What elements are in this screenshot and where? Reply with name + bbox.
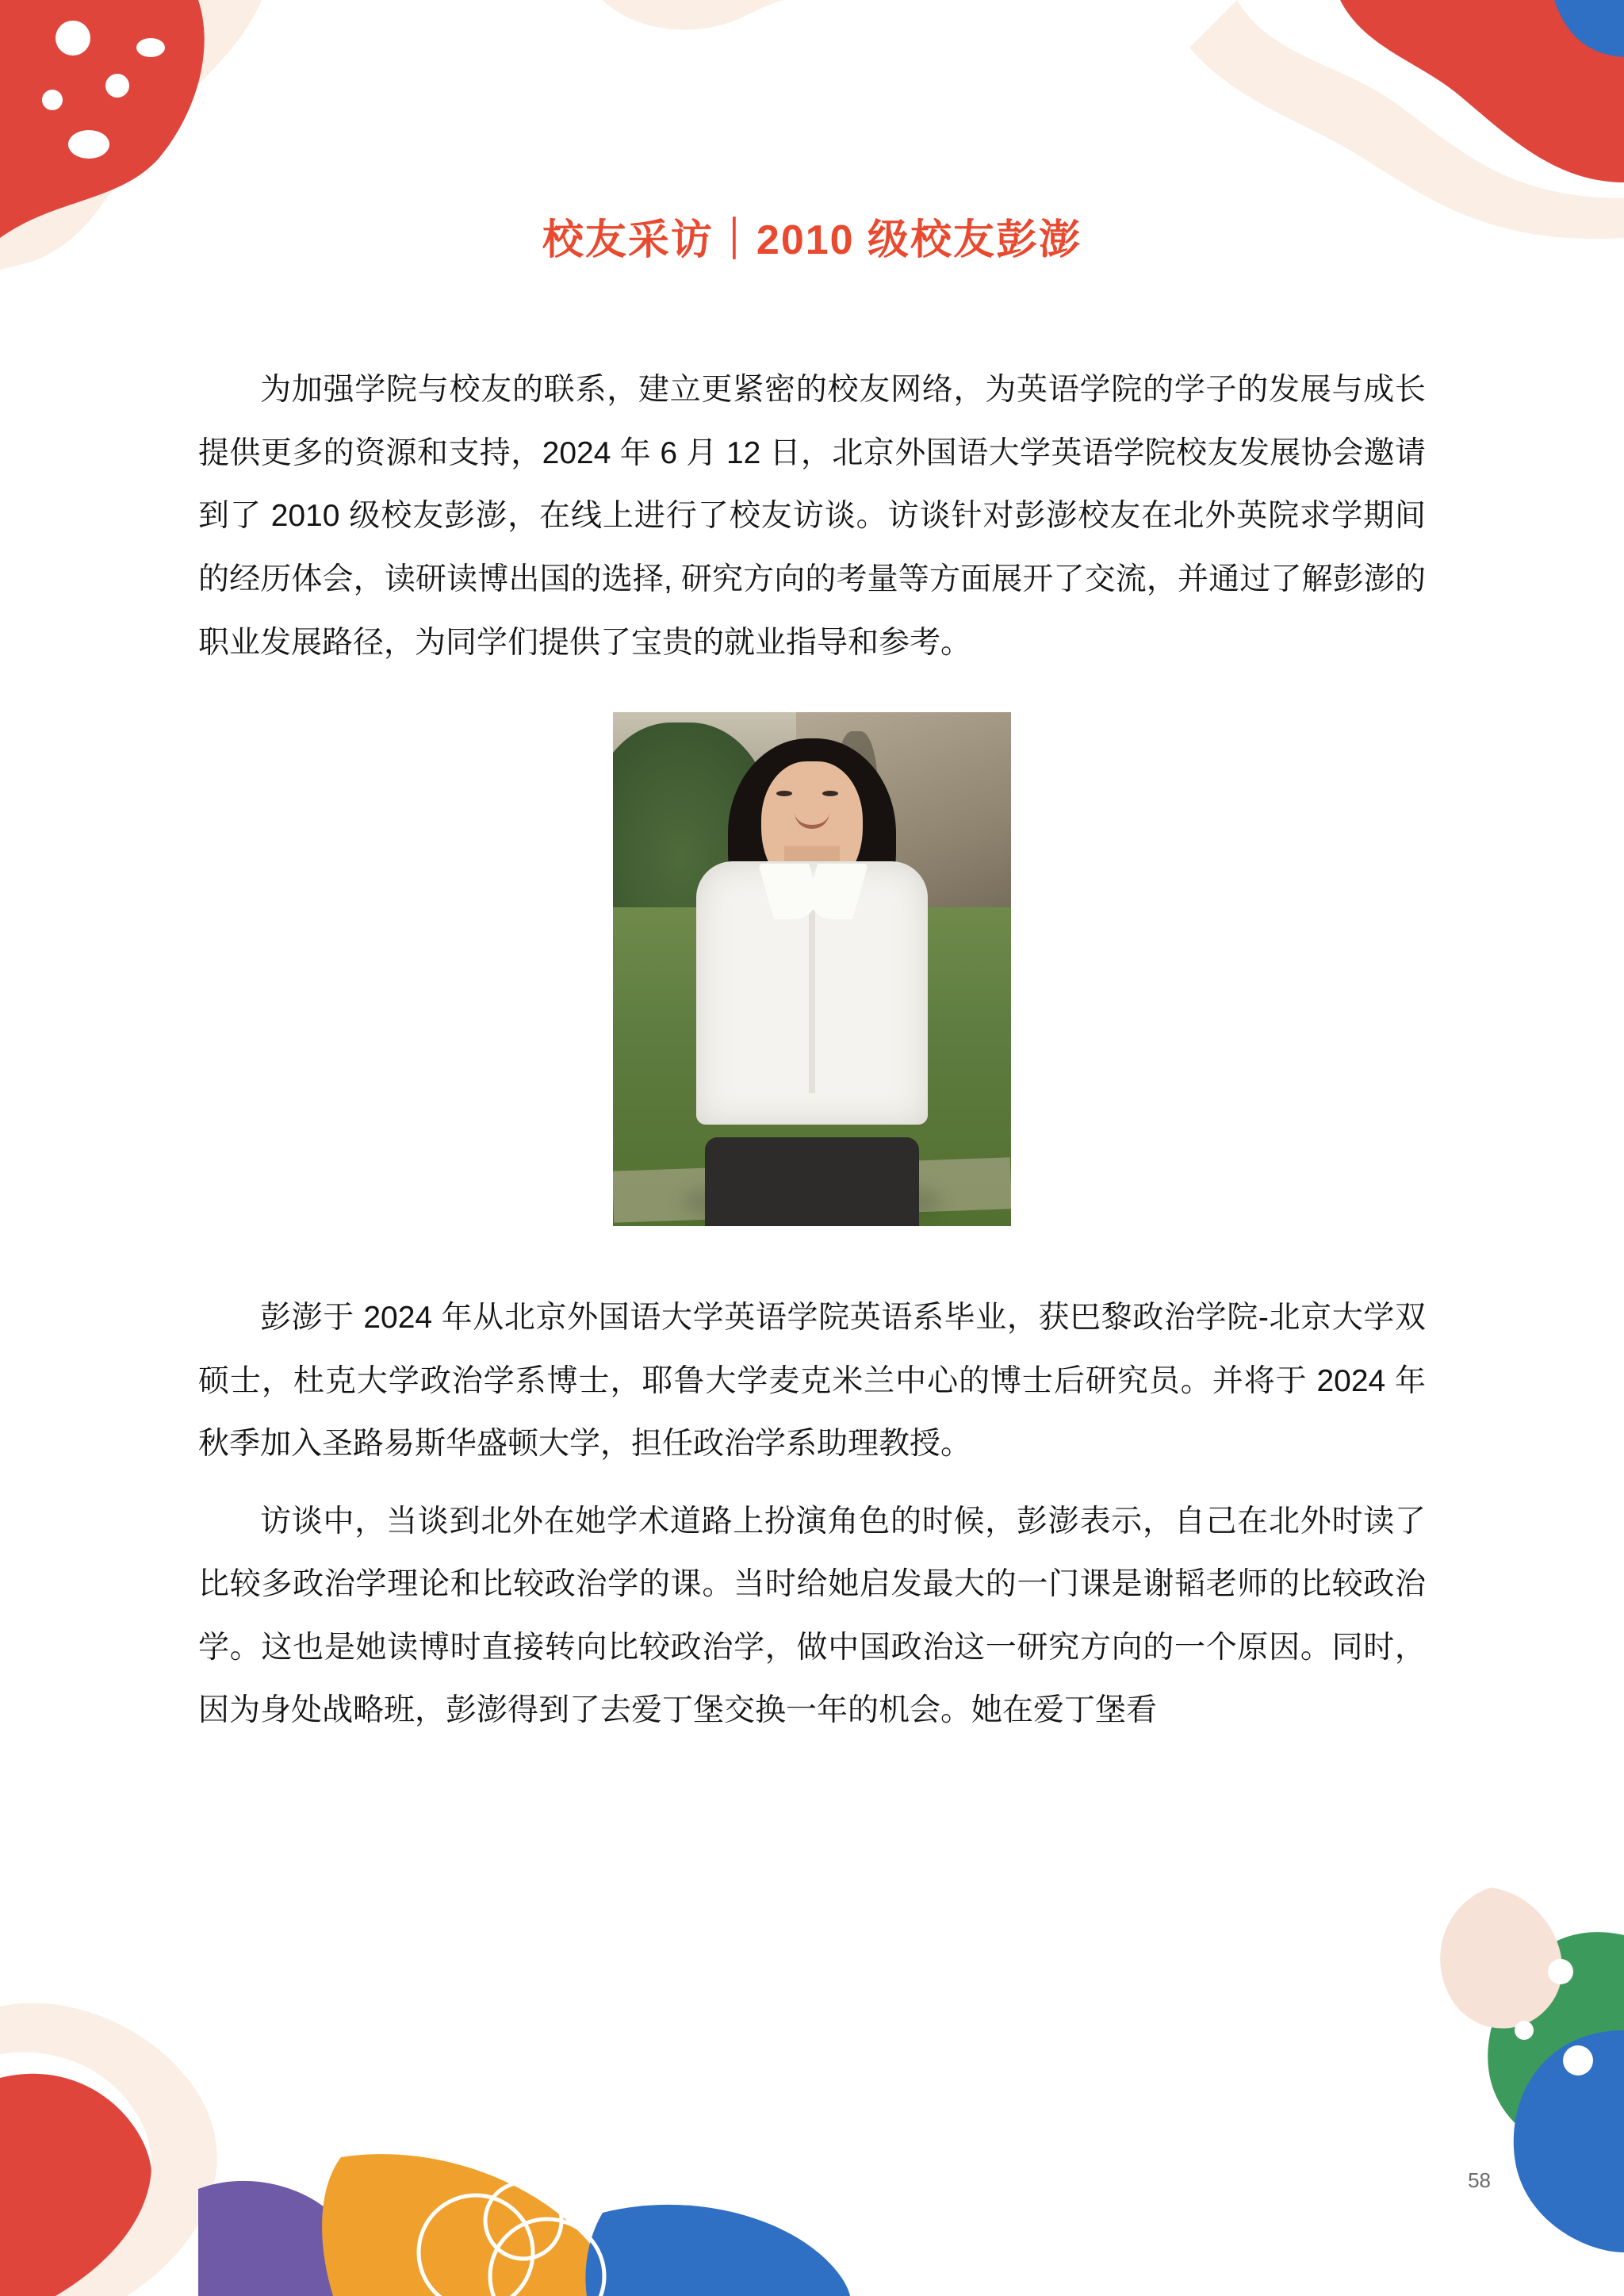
blob-pink-bottom-right [1440,1888,1562,2029]
blob-orange-bottom [322,2154,620,2296]
page-number: 58 [1468,2168,1491,2192]
blob-cream-bottom-left [0,2003,217,2296]
alumni-photo-container [613,712,1011,1226]
blob-green-bottom-right [1488,1932,1624,2165]
dot-bottom-right-1 [1548,1959,1573,1984]
blob-purple-bottom-left [198,2181,360,2296]
blob-blue-bottom [585,2205,850,2296]
ring-bottom-1 [419,2195,533,2296]
photo-person-eye-right [822,791,838,796]
blob-red-bottom-left [0,2074,152,2296]
page-title: 校友采访｜2010 级校友彭澎 [542,217,1082,263]
alumni-portrait-photo [613,712,1011,1226]
photo-person-trousers [705,1137,919,1226]
photo-person-eye-left [776,791,792,796]
ring-bottom-2 [490,2219,604,2296]
dot-bottom-right-2 [1515,2021,1534,2040]
paragraph-interview: 访谈中，当谈到北外在她学术道路上扮演角色的时候，彭澎表示，自己在北外时读了比较多政治学理论和比较政治学的课。当时给她启发最大的一门课是谢韬老师的比较政治学。这也是她读博时直接转向比较政治学，做中国政治这一研究方向的一个原因。同时，因为身处战略班，彭澎得到了去爱丁堡交换一年的机会。她在爱丁堡看 [198,1504,1426,1728]
paragraph-intro: 为加强学院与校友的联系，建立更紧密的校友网络，为英语学院的学子的发展与成长提供更多的资源和支持，2024 年 6 月 12 日，北京外国语大学英语学院校友发展协会邀请到了 2010 级校友彭澎，在线上进行了校友访谈。访谈针对彭澎校友在北外英院求学期间的经历体会，读研读博出国的选择, 研究方向的考量等方面展开了交流，并通过了解彭澎的职业发展路径，为同学们提供了宝贵的就业指导和参考。 [198,373,1426,660]
photo-person-shirt-placket [809,887,815,1093]
dot-bottom-right-3 [1563,2045,1593,2076]
ring-bottom-3 [485,2183,561,2259]
paragraph-biography: 彭澎于 2024 年从北京外国语大学英语学院英语系毕业，获巴黎政治学院-北京大学双硕士，杜克大学政治学系博士，耶鲁大学麦克米兰中心的博士后研究员。并将于 2024 年秋季加入圣路易斯华盛顿大学，担任政治学系助理教授。 [198,1301,1426,1462]
blob-blue-bottom-right [1514,2030,1624,2252]
